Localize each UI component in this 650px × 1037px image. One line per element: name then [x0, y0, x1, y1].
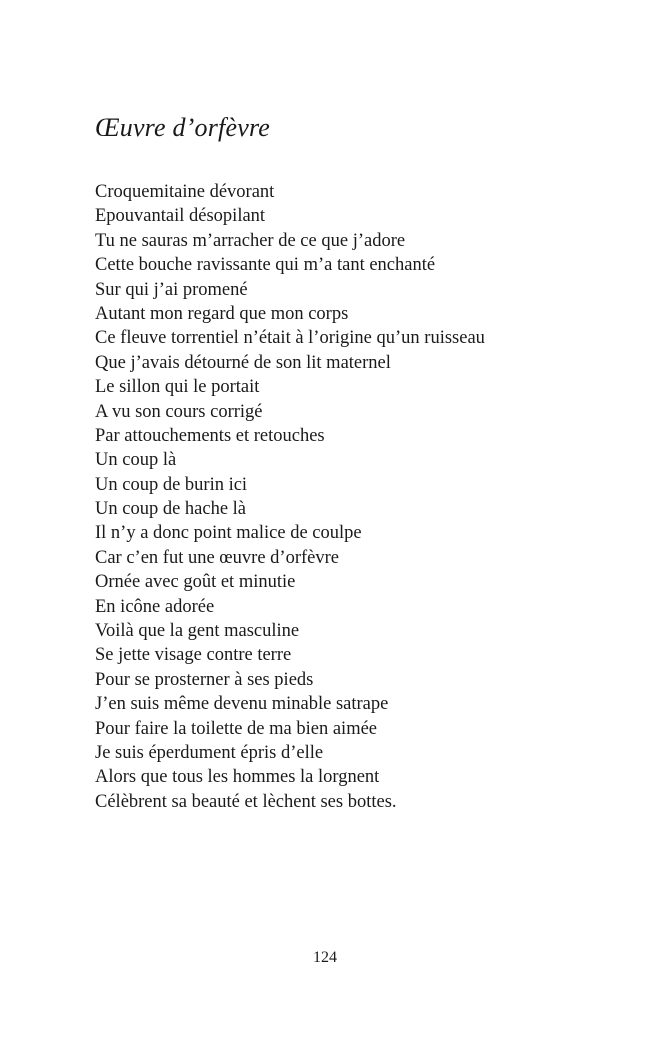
poem-line: Cette bouche ravissante qui m’a tant enchanté [95, 255, 436, 276]
poem-line: Tu ne sauras m’arracher de ce que j’adore [95, 230, 406, 251]
poem-line: Il n’y a donc point malice de coulpe [95, 523, 362, 544]
poem-line: Ornée avec goût et minutie [95, 572, 296, 593]
poem-line: Un coup de burin ici [95, 474, 248, 495]
poem-line: Alors que tous les hommes la lorgnent [95, 767, 380, 788]
page-number: 124 [313, 949, 337, 966]
poem-line: Pour faire la toilette de ma bien aimée [95, 718, 378, 739]
poem-line: Croquemitaine dévorant [95, 182, 275, 202]
poem-line: Ce fleuve torrentiel n’était à l’origine qu’un ruisseau [95, 328, 485, 349]
poem-line: Car c’en fut une œuvre d’orfèvre [95, 547, 339, 568]
poem-line: Que j’avais détourné de son lit maternel [95, 352, 391, 373]
poem-line: Voilà que la gent masculine [95, 621, 300, 642]
poem-line: Sur qui j’ai promené [95, 279, 248, 300]
poem-body [95, 180, 485, 814]
poem-line: Se jette visage contre terre [95, 645, 292, 666]
poem-line: Par attouchements et retouches [95, 425, 325, 446]
poem-line: A vu son cours corrigé [95, 401, 263, 422]
poem-line: Le sillon qui le portait [95, 377, 260, 398]
poem-line: Pour se prosterner à ses pieds [95, 669, 314, 690]
poem-line: Célèbrent sa beauté et lèchent ses bottes. [95, 791, 397, 812]
poem-line: J’en suis même devenu minable satrape [95, 694, 389, 715]
poem-line: Autant mon regard que mon corps [95, 303, 349, 324]
poem-line: Un coup de hache là [95, 499, 247, 520]
poem-line: Je suis éperdument épris d’elle [95, 742, 324, 763]
poem-line: Epouvantail désopilant [95, 206, 266, 227]
poem-line: Un coup là [95, 450, 177, 471]
poem-line: En icône adorée [95, 596, 215, 617]
poem-title: Œuvre d’orfèvre [95, 113, 271, 142]
